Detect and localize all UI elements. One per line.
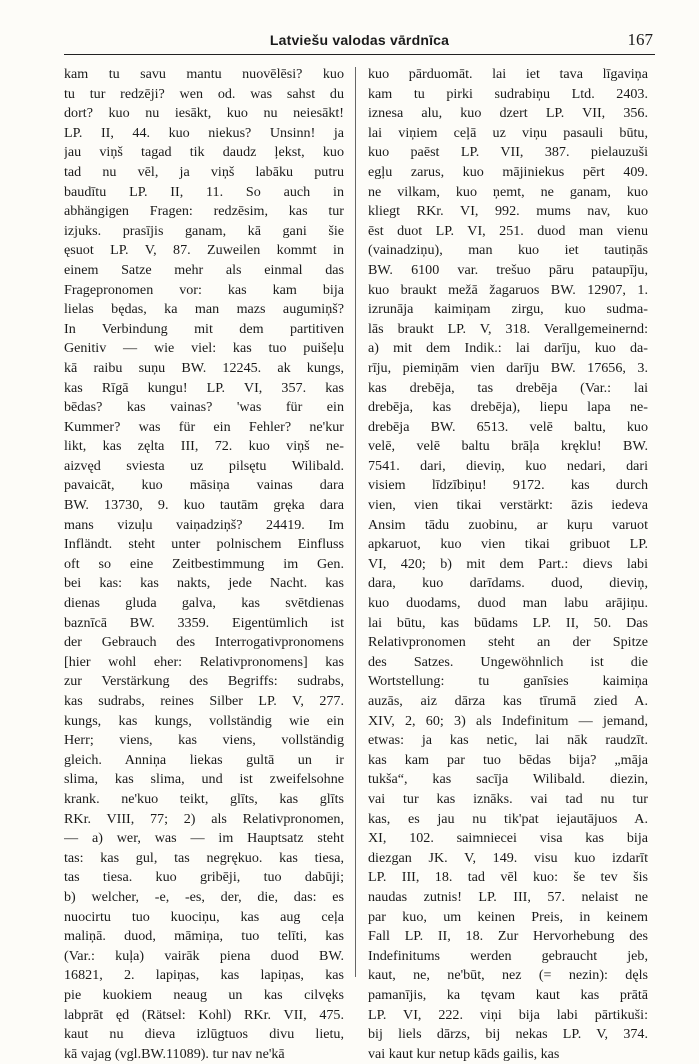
text-line: 16821, 2. lapiņas, kas lapiņas, kas	[64, 967, 344, 984]
text-line: (vainadziņu), man kuo iet tautiņās	[368, 242, 648, 259]
text-line: XI, 102. saimniecei visa kas bija	[368, 830, 648, 847]
text-line: lai būtu, kas būdams LP. II, 50. Das	[368, 614, 648, 631]
text-line: maliņā. duod, māmiņa, tuo telīti, kas	[64, 928, 344, 945]
text-line: izjuks. prasījis ganam, kā gani šie	[64, 222, 344, 239]
text-line: rīju, piemiņām vien darīju BW. 17656, 3.	[368, 359, 648, 376]
text-line: pamanījis, ka tęvam kaut kas prātā	[368, 986, 648, 1003]
text-line: pavaicāt, kuo māsiņa vainas dara	[64, 477, 344, 494]
text-line: tas tiesa. kuo gribēji, tuo dabūji;	[64, 869, 344, 886]
text-line: tukša“, kas sacīja Wilibald. diezin,	[368, 771, 648, 788]
column-divider	[355, 67, 356, 977]
text-line: Relativpronomen steht an der Spitze	[368, 634, 648, 651]
text-line: bēdas? kas vainas? 'was für ein	[64, 399, 344, 416]
text-line: etwas: ja kas netic, lai nāk raudzīt.	[368, 732, 648, 749]
text-line: izrunāja kaimiņam zirgu, kuo sudma-	[368, 301, 648, 318]
text-line: kungs, kas kungs, vollständig wie ein	[64, 712, 344, 729]
text-line: drebēja BW. 6513. velē baltu, kuo	[368, 418, 648, 435]
text-line: LP. II, 44. kuo niekus? Unsinn! ja	[64, 124, 344, 141]
text-line: naudas zutnis! LP. III, 57. nelaist ne	[368, 888, 648, 905]
text-line: slima, kas slima, und ist zweifelsohne	[64, 771, 344, 788]
text-line: jau viņš tagad tik daudz ļekst, kuo	[64, 144, 344, 161]
running-header	[64, 30, 655, 55]
text-line: Ansim tādu zuobinu, ar kuŗu varuot	[368, 516, 648, 533]
right-column	[368, 65, 648, 1064]
text-line: auzās, aiz dārza kas tīrumā zied A.	[368, 693, 648, 709]
text-line: kam tu pirki sudrabiņu Ltd. 2403.	[368, 85, 648, 102]
text-line: XIV, 2, 60; 3) als Indefinitum — jemand,	[368, 712, 648, 729]
text-line: labprāt ęd (Rätsel: Kohl) RKr. VII, 475.	[64, 1006, 344, 1023]
text-line: kas Rīgā kungu! LP. VI, 357. kas	[64, 379, 344, 396]
text-line: par kuo, um keinen Preis, in keinem	[368, 908, 648, 925]
text-line: tu tur redzēji? wen od. was sahst du	[64, 85, 344, 102]
text-line: mans vizuļu vaiņadziņš? 24419. Im	[64, 516, 344, 533]
text-line: kas, es jau nu tik'pat iejautājuos A.	[368, 810, 648, 827]
text-line: des Satzes. Ungewöhnlich ist die	[368, 653, 648, 670]
text-line: kā vajag (vgl.BW.11089). tur nav ne'kā	[64, 1045, 285, 1062]
text-line: aizvęd sviesta uz pilsętu Wilibald.	[64, 457, 344, 474]
text-line: kas drebēja, tas drebēja (Var.: lai	[368, 379, 648, 396]
page-header-title: Latviešu valodas vārdnīca	[269, 32, 450, 48]
text-line: einem Satze mehr als einmal das	[64, 261, 344, 278]
text-line: kliegt RKr. VI, 992. mums nav, kuo	[368, 203, 648, 220]
text-line: likt, kas zęlta III, 72. kuo viņš ne-	[64, 438, 344, 455]
text-line: tas: kas gul, tas negrękuo. kas tiesa,	[64, 849, 344, 866]
text-line: BW. 6100 var. trešuo pāru pataupīju,	[368, 261, 648, 278]
text-line: [hier wohl eher: Relativpronomens] kas	[64, 653, 344, 670]
text-line: (Var.: kuļa) vairāk piena duod BW.	[64, 947, 344, 964]
text-line: kaut, ne, ne'būt, nez (= nezin): dęls	[368, 967, 648, 984]
text-line: pie kuokiem neaug un kas cilvęks	[64, 986, 344, 1003]
text-line: oft so eine Zeitbestimmung im Gen.	[64, 555, 344, 572]
text-line: RKr. VIII, 77; 2) als Relativpronomen,	[64, 810, 344, 827]
text-line: baznīcā BW. 3359. Eigentümlich ist	[64, 614, 344, 631]
text-line: — a) wer, was — im Hauptsatz steht	[64, 830, 344, 847]
text-line: Indefinitums werden gebraucht jeb,	[368, 947, 648, 964]
text-line: der Gebrauch des Interrogativpronomens	[64, 634, 344, 651]
text-line: kuo pārduomāt. lai iet tava līgaviņa	[368, 66, 648, 82]
text-line: lai viņiem ceļā uz viņu pasauli būtu,	[368, 124, 648, 141]
text-line: diezgan JK. V, 149. visu kuo izdarīt	[368, 849, 648, 866]
text-line: kā raibu suņu BW. 12245. ak kungs,	[64, 359, 344, 376]
text-line: vai kaut kur netup kāds gailis, kas	[368, 1045, 560, 1062]
text-line: dort? kuo nu iesākt, kuo nu neiesākt!	[64, 105, 344, 122]
text-line: BW. 13730, 9. kuo tautām gręka dara	[64, 497, 344, 514]
text-line: abhängigen Fragen: redzēsim, kas tur	[64, 203, 344, 220]
text-line: drebēja, kas drebēja), liepu lapa ne-	[368, 399, 648, 416]
text-line: kaut nu dieva izlūgtuos divu lietu,	[64, 1026, 344, 1043]
text-line: LP. III, 18. tad vēl kuo: še tev šis	[368, 869, 648, 886]
text-line: egļu zarus, kuo mājiniekus pērt 409.	[368, 163, 648, 180]
text-line: b) welcher, -e, -es, der, die, das: es	[64, 888, 344, 905]
text-line: Fall LP. II, 18. Zur Hervorhebung des	[368, 928, 648, 945]
text-line: a) mit dem Indik.: lai darīju, kuo da-	[368, 340, 648, 357]
text-line: 7541. dari, dieviņ, kuo nedari, dari	[368, 457, 648, 474]
text-line: bei kas: kas nakts, jede Nacht. kas	[64, 575, 344, 592]
text-line: tad nu vēl, ja viņš labāku putru	[64, 163, 344, 180]
text-line: Genitiv — wie viel: kas tuo puišeļu	[64, 340, 344, 357]
text-line: apkaruot, kuo vien tikai gribuot LP.	[368, 536, 648, 553]
dictionary-body	[64, 65, 656, 1062]
text-line: kuo paēst LP. VII, 387. pielauzuši	[368, 144, 648, 161]
text-line: vai tur kas iznāks. vai tad nu tur	[368, 790, 648, 807]
text-line: Wortstellung: tu ganīsies kaimiņa	[368, 673, 648, 690]
text-line: zur Verstärkung des Begriffs: sudrabs,	[64, 673, 344, 690]
text-line: iznesa alu, kuo dzert LP. VII, 356.	[368, 105, 648, 122]
text-line: vien, vien tikai verstärkt: āzis iedeva	[368, 497, 648, 514]
text-line: krank. ne'kuo teikt, glīts, kas glīts	[64, 790, 344, 807]
text-line: In Verbindung mit dem partitiven	[64, 320, 344, 337]
text-line: kas kam par tuo bēdas bija? „māja	[368, 751, 648, 768]
text-line: Kummer? was für ein Fehler? ne'kur	[64, 418, 344, 435]
text-line: bij liels dārzs, bij nekas LP. V, 374.	[368, 1026, 648, 1043]
text-line: velē, velē baltu brāļa kręklu! BW.	[368, 438, 648, 455]
text-line: gleich. Anniņa liekas gultā un ir	[64, 751, 344, 768]
text-line: lielas będas, ka man mazs augumiņš?	[64, 301, 344, 318]
text-line: kuo braukt mežā žagaruos BW. 12907, 1.	[368, 281, 648, 298]
text-line: baudītu LP. II, 11. So auch in	[64, 183, 344, 200]
text-line: VI, 420; b) mit dem Part.: dievs labi	[368, 555, 648, 572]
text-line: lās braukt LP. V, 318. Verallgemeinernd:	[368, 320, 648, 337]
text-line: visiem līdzībiņu! 9172. kas durch	[368, 477, 648, 494]
text-line: kuo duodams, duod man labu arājiņu.	[368, 595, 648, 612]
text-line: ēst duot LP. VI, 251. duod man vienu	[368, 222, 648, 239]
left-column	[64, 65, 344, 1064]
page-number: 167	[627, 30, 653, 49]
text-line: kam tu savu mantu nuovēlēsi? kuo	[64, 66, 344, 82]
text-line: ne vilkam, kuo ņemt, ne ganam, kuo	[368, 183, 648, 200]
text-line: Infländt. steht unter polnischem Einfluss	[64, 536, 344, 553]
text-line: nuocirtu tuo kuociņu, kas aug ceļa	[64, 908, 344, 925]
text-line: dienas gluda galva, kas svētdienas	[64, 595, 344, 612]
text-line: kas sudrabs, reines Silber LP. V, 277.	[64, 693, 344, 709]
text-line: Herr; viens, kas viens, vollständig	[64, 732, 344, 749]
text-line: LP. VI, 222. viņi bija labi pārtikuši:	[368, 1006, 648, 1023]
text-line: dara, kuo darīdams. duod, dieviņ,	[368, 575, 648, 592]
text-line: Fragepronomen vor: kas kam bija	[64, 281, 344, 298]
text-line: ęsuot LP. V, 87. Zuweilen kommt in	[64, 242, 344, 259]
